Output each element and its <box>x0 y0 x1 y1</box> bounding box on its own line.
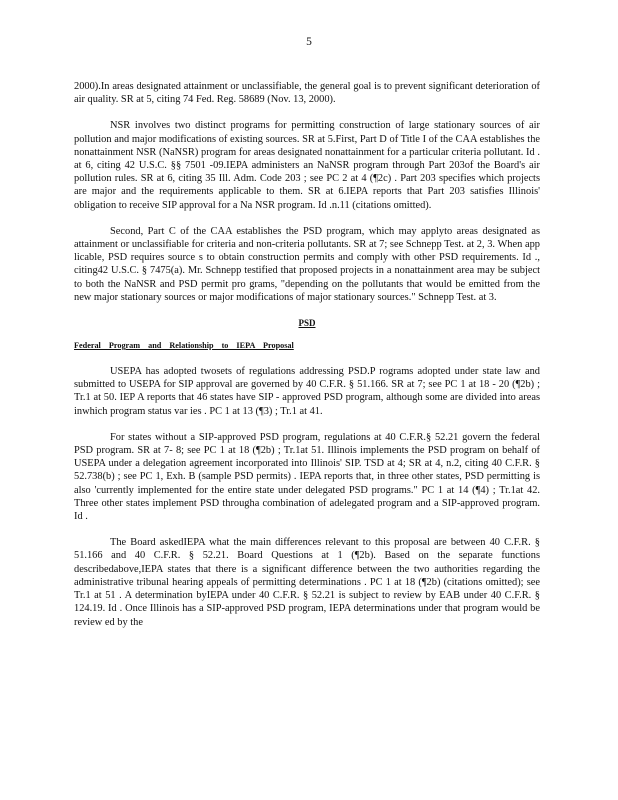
paragraph-federal-psd: For states without a SIP-approved PSD program, regulations at 40 C.F.R.§ 52.21 govern the federal PSD program. SR at 7- 8; see PC 1 at 18 (¶2b) ; Tr.1at 51. Illinois implements the PSD program on behalf of USEPA under a delegation agreement incorporated into Illinois' SIP. TSD at 4; SR at 4, n.2, citing 40 C.F.R. § 52.738(b) ; see PC 1, Exh. B (sample PSD permits) . IEPA reports that, in three other states, PSD permitting is also 'currently implemented for the entire state under delegated PSD programs." PC 1 at 14 (¶4) ; Tr.1at 42. Three other states implement PSD througha combination of adelegated program and a SIP-approved program. Id . <box>74 431 540 523</box>
page-number: 5 <box>306 36 312 48</box>
paragraph-usepa-regulations: USEPA has adopted twosets of regulations addressing PSD.P rograms adopted under state law and submitted to USEPA for SIP approval are governed by 40 C.F.R. § 51.166. SR at 7; see PC 1 at 18 - 20 (¶2b) ; Tr.1 at 50. IEP A reports that 46 states have SIP - approved PSD program, although some are divided into areas inwhich program status var ies . PC 1 at 13 (¶3) ; Tr.1 at 41. <box>74 366 540 417</box>
paragraph-psd-program: Second, Part C of the CAA establishes the PSD program, which may applyto areas designated as attainment or unclassifiable for criteria and non-criteria pollutants. SR at 7; see Schnepp Test. at 2, 3. When app licable, PSD requires source s to obtain construction permits and comply with other PSD requirements. Id ., citing42 U.S.C. § 7475(a). Mr. Schnepp testified that proposed projects in a nonattainment area may be subject to both the NaNSR and PSD permit pro grams, "depending on the pollutants that would be emitted from the new major stationary sources or major modifications of major stationary sources." Schnepp Test. at 3. <box>74 225 540 303</box>
paragraph-continuation: 2000).In areas designated attainment or unclassifiable, the general goal is to prevent significant deterioration of air quality. SR at 5, citing 74 Fed. Reg. 58689 (Nov. 13, 2000). <box>74 81 540 106</box>
document-body <box>74 80 540 629</box>
section-heading-psd: PSD <box>298 318 316 329</box>
paragraph-board-question: The Board askedIEPA what the main differences relevant to this proposal are between 40 C.F.R. § 51.166 and 40 C.F.R. § 52.21. Board Questions at 1 (¶2b). Based on the separate functions describedabove,IEPA states that there is a significant difference between the two authorities regarding the administrative tribunal hearing appeals of permitting determinations . PC 1 at 18 (¶2b) (citations omitted); see Tr.1 at 51 . A determination byIEPA under 40 C.F.R. § 52.21 is subject to review by EAB under 40 C.F.R. § 124.19. Id . Once Illinois has a SIP-approved PSD program, IEPA determinations under that program would be review ed by the <box>74 537 540 628</box>
paragraph-nsr-programs: NSR involves two distinct programs for permitting construction of large stationary sources of air pollution and major modifications of existing sources. SR at 5.First, Part D of Title I of the CAA establishes the nonattainment NSR (NaNSR) program for areas designated nonattainment for a particular criteria pollutant. Id . at 6, citing 42 U.S.C. §§ 7501 -09.IEPA administers an NaNSR program through Part 203of the Board's air pollution rules. SR at 6, citing 35 Ill. Adm. Code 203 ; see PC 2 at 4 (¶2c) . Part 203 specifies which projects are major and the requirements applicable to them. SR at 6.IEPA reports that Part 203 satisfies Illinois' obligation to receive SIP approval for a Na NSR program. Id .n.11 (citations omitted). <box>74 120 540 211</box>
subsection-heading: Federal Program and Relationship to IEPA Proposal <box>74 341 294 351</box>
